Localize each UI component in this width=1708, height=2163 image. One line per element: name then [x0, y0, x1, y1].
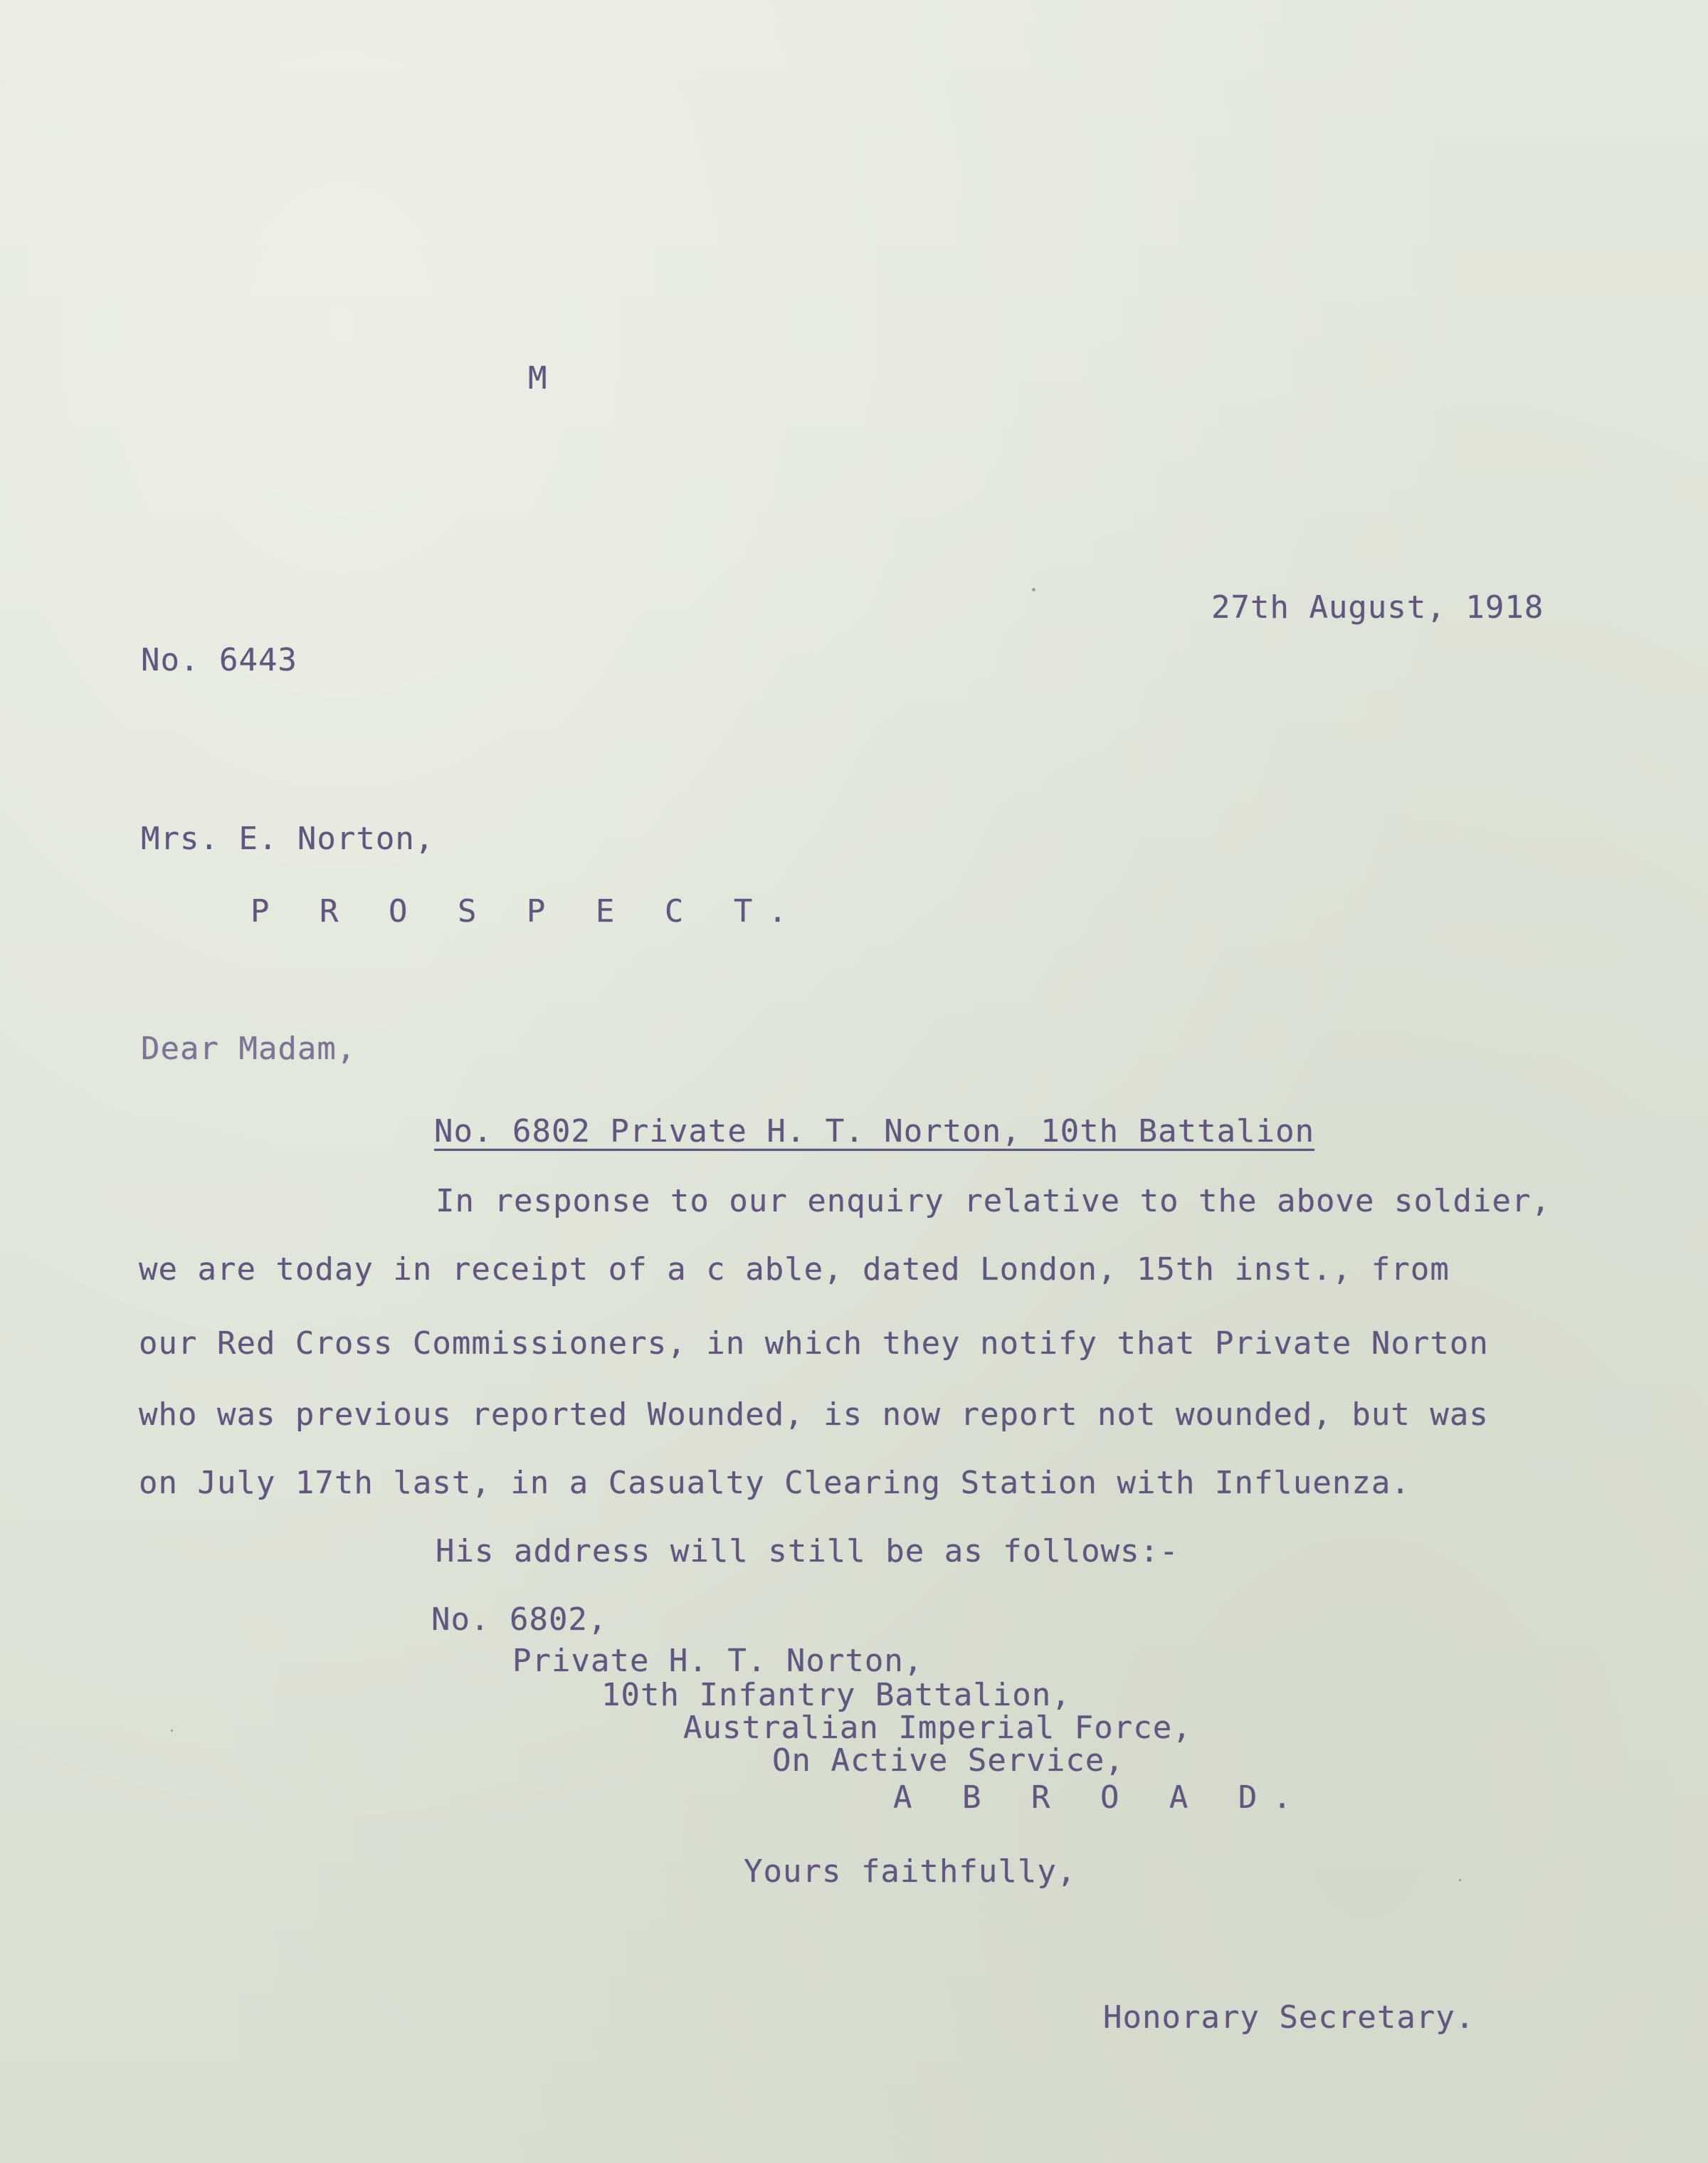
letter-date: 27th August, 1918: [1211, 589, 1544, 626]
salutation: Dear Madam,: [141, 1031, 357, 1067]
address-line-1: No. 6802,: [431, 1601, 608, 1638]
closing: Yours faithfully,: [744, 1853, 1077, 1890]
address-line-2: Private H. T. Norton,: [512, 1643, 924, 1679]
address-line-3: 10th Infantry Battalion,: [601, 1677, 1071, 1713]
paper-speck: [1032, 588, 1035, 591]
address-line-6: A B R O A D.: [893, 1779, 1307, 1816]
paper-speck: [1459, 1879, 1461, 1881]
subject-line: No. 6802 Private H. T. Norton, 10th Battalion: [434, 1113, 1315, 1149]
body-line-2: we are today in receipt of a c able, dated London, 15th inst., from: [139, 1251, 1450, 1288]
body-line-1: In response to our enquiry relative to the above soldier,: [436, 1183, 1551, 1219]
recipient-place: P R O S P E C T.: [251, 893, 803, 930]
signature-title: Honorary Secretary.: [1103, 1999, 1475, 2036]
file-mark: M: [528, 360, 548, 396]
body-line-5: on July 17th last, in a Casualty Clearing Station with Influenza.: [139, 1465, 1411, 1501]
paper-speck: [171, 1730, 173, 1732]
address-intro: His address will still be as follows:-: [436, 1533, 1179, 1569]
body-line-4: who was previous reported Wounded, is now report not wounded, but was: [139, 1396, 1489, 1433]
address-line-5: On Active Service,: [772, 1742, 1124, 1779]
body-line-3: our Red Cross Commissioners, in which they notify that Private Norton: [139, 1325, 1489, 1362]
recipient-name: Mrs. E. Norton,: [141, 821, 435, 857]
reference-number: No. 6443: [141, 642, 297, 678]
address-line-4: Australian Imperial Force,: [683, 1710, 1192, 1746]
